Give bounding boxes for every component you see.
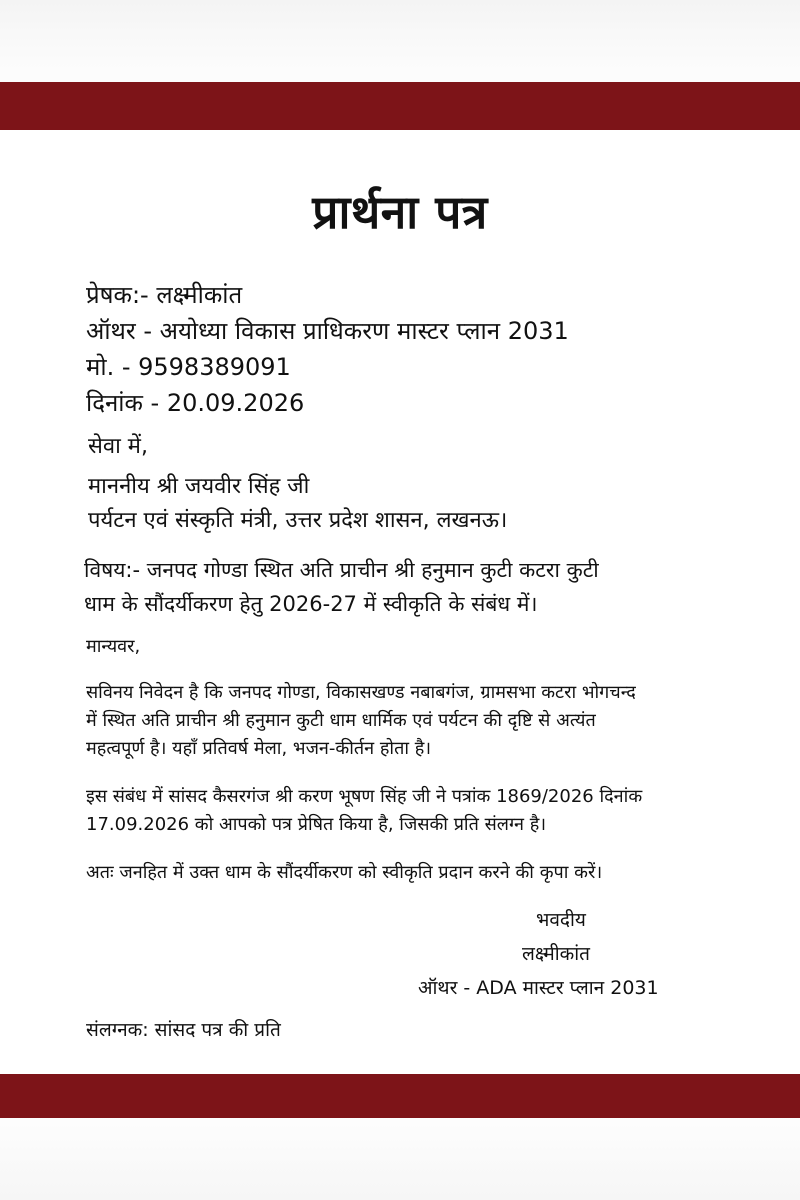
sender-name: प्रेषक:- लक्ष्मीकांत xyxy=(86,281,243,309)
closing-name: लक्ष्मीकांत xyxy=(522,943,590,965)
bottom-color-band xyxy=(0,1074,800,1118)
enclosure-note: संलग्नक: सांसद पत्र की प्रति xyxy=(86,1019,281,1041)
page-title: प्रार्थना पत्र xyxy=(312,185,488,239)
paragraph-1-line-1: सविनय निवेदन है कि जनपद गोण्डा, विकासखण्ड नबाबगंज, ग्रामसभा कटरा भोगचन्द xyxy=(86,682,636,703)
recipient-designation: पर्यटन एवं संस्कृति मंत्री, उत्तर प्रदेश शासन, लखनऊ। xyxy=(88,508,508,533)
paragraph-2-line-2: 17.09.2026 को आपको पत्र प्रेषित किया है, जिसकी प्रति संलग्न है। xyxy=(86,814,547,835)
recipient-prefix: सेवा में, xyxy=(88,434,148,459)
recipient-name: माननीय श्री जयवीर सिंह जी xyxy=(88,474,310,499)
paragraph-3: अतः जनहित में उक्त धाम के सौंदर्यीकरण को स्वीकृति प्रदान करने की कृपा करें। xyxy=(86,862,603,883)
paragraph-2-line-1: इस संबंध में सांसद कैसरगंज श्री करण भूषण सिंह जी ने पत्रांक 1869/2026 दिनांक xyxy=(86,786,643,807)
sender-mobile: मो. - 9598389091 xyxy=(86,353,291,381)
subject-line-2: धाम के सौंदर्यीकरण हेतु 2026-27 में स्वीकृति के संबंध में। xyxy=(84,592,538,616)
closing-regards: भवदीय xyxy=(536,909,586,931)
paragraph-1-line-2: में स्थित अति प्राचीन श्री हनुमान कुटी धाम धार्मिक एवं पर्यटन की दृष्टि से अत्यंत xyxy=(86,710,596,731)
salutation: मान्यवर, xyxy=(86,636,141,657)
letter-date: दिनांक - 20.09.2026 xyxy=(86,389,305,417)
subject-line-1: विषय:- जनपद गोण्डा स्थित अति प्राचीन श्री हनुमान कुटी कटरा कुटी xyxy=(84,558,599,582)
closing-designation: ऑथर - ADA मास्टर प्लान 2031 xyxy=(418,977,659,999)
paragraph-1-line-3: महत्वपूर्ण है। यहाँ प्रतिवर्ष मेला, भजन-कीर्तन होता है। xyxy=(86,738,432,759)
sender-designation: ऑथर - अयोध्या विकास प्राधिकरण मास्टर प्लान 2031 xyxy=(86,317,569,345)
top-color-band xyxy=(0,82,800,130)
